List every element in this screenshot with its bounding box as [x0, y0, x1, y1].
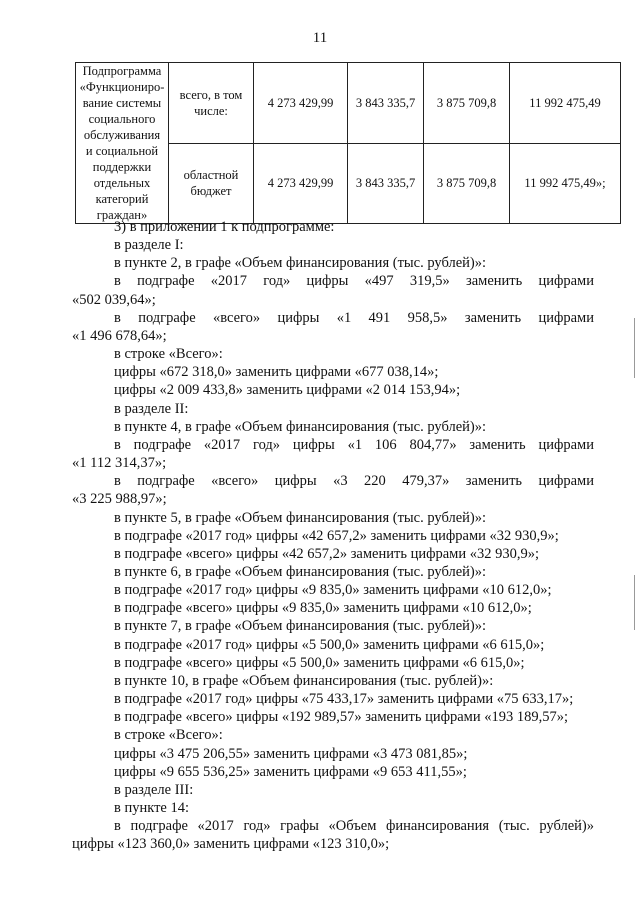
text-line: в подграфе «всего» цифры «192 989,57» заменить цифрами «193 189,57»; — [114, 709, 569, 726]
text-line: 3) в приложении 1 к подпрограмме: — [114, 219, 335, 235]
text-line: цифры «2 009 433,8» заменить цифрами «2 014 153,94»; — [114, 382, 461, 399]
scan-edge-mark — [634, 575, 635, 630]
text-line: в подграфе «2017 год» цифры «5 500,0» заменить цифрами «6 615,0»; — [114, 636, 545, 653]
text-line: в подграфе «всего» цифры «9 835,0» заменить цифрами «10 612,0»; — [114, 600, 532, 617]
funding-kind-line: всего, в том — [179, 87, 243, 102]
funding-kind-line: числе: — [194, 103, 228, 118]
text-line: в подграфе «2017 год» цифры «75 433,17» заменить цифрами «75 633,17»; — [114, 691, 574, 708]
text-line: в подграфе «2017 год» цифры «42 657,2» заменить цифрами «32 930,9»; — [114, 527, 559, 544]
program-name-line: Подпрограмма — [82, 64, 162, 78]
text-line: цифры «9 655 536,25» заменить цифрами «9 653 411,55»; — [114, 763, 467, 780]
funding-kind-cell — [169, 63, 254, 144]
value-cell: 3 843 335,7 — [348, 63, 424, 144]
text-line: в строке «Всего»: — [114, 727, 223, 744]
text-line: в пункте 2, в графе «Объем финансирования (тыс. рублей)»: — [114, 255, 487, 272]
text-line: в подграфе «всего» цифры «42 657,2» заменить цифрами «32 930,9»; — [114, 545, 540, 562]
scan-edge-mark — [634, 318, 635, 378]
value-cell: 3 875 709,8 — [424, 143, 510, 224]
text-line: в подграфе «всего» цифры «5 500,0» заменить цифрами «6 615,0»; — [114, 654, 525, 671]
funding-kind-cell — [169, 143, 254, 224]
text-line: в подграфе «2017 год» графы «Объем финансирования (тыс. рублей)» — [114, 818, 594, 835]
text-line: цифры «123 360,0» заменить цифрами «123 310,0»; — [72, 836, 390, 853]
text-line: в подграфе «всего» цифры «3 220 479,37» заменить цифрами — [114, 473, 594, 490]
text-line: в подграфе «2017 год» цифры «1 106 804,77» заменить цифрами — [114, 436, 594, 453]
value-cell: 4 273 429,99 — [254, 63, 348, 144]
total-cell: 11 992 475,49 — [510, 63, 621, 144]
text-line: в пункте 7, в графе «Объем финансирования (тыс. рублей)»: — [114, 618, 487, 635]
amendment-text — [72, 218, 594, 853]
value-cell: 4 273 429,99 — [254, 143, 348, 224]
text-line: в пункте 6, в графе «Объем финансирования (тыс. рублей)»: — [114, 563, 487, 580]
program-name-line: категорий — [95, 192, 149, 206]
text-line: в разделе I: — [114, 237, 184, 254]
financing-table — [75, 62, 621, 224]
program-name-line: вание системы — [82, 96, 162, 110]
text-line: «1 496 678,64»; — [72, 327, 167, 344]
program-name-line: отдельных — [93, 176, 151, 190]
text-line: в подграфе «2017 год» цифры «9 835,0» заменить цифрами «10 612,0»; — [114, 582, 552, 599]
text-line: в разделе III: — [114, 781, 194, 798]
table-row — [76, 63, 621, 144]
funding-kind-line: бюджет — [190, 184, 232, 199]
text-line: в пункте 10, в графе «Объем финансирования (тыс. рублей)»: — [114, 672, 494, 689]
page-number: 11 — [312, 30, 328, 46]
funding-kind-line: областной — [183, 168, 239, 183]
program-name-line: поддержки — [92, 160, 152, 174]
text-line: цифры «3 475 206,55» заменить цифрами «3 473 081,85»; — [114, 745, 468, 762]
text-line: в пункте 5, в графе «Объем финансирования (тыс. рублей)»: — [114, 509, 487, 526]
program-name-line: граждан» — [96, 208, 148, 222]
value-cell: 3 875 709,8 — [424, 63, 510, 144]
text-line: «502 039,64»; — [72, 291, 156, 308]
text-line: «1 112 314,37»; — [72, 455, 167, 472]
value-cell: 3 843 335,7 — [348, 143, 424, 224]
text-line: в пункте 14: — [114, 800, 190, 816]
text-line: в разделе II: — [114, 400, 189, 417]
text-line: в подграфе «2017 год» цифры «497 319,5» заменить цифрами — [114, 273, 594, 290]
total-cell: 11 992 475,49»; — [510, 143, 621, 224]
text-line: цифры «672 318,0» заменить цифрами «677 038,14»; — [114, 364, 439, 381]
program-name-line: «Функциониро- — [79, 80, 165, 94]
text-line: в пункте 4, в графе «Объем финансирования (тыс. рублей)»: — [114, 418, 487, 435]
program-name-line: и социальной — [85, 144, 159, 158]
program-name-line: обслуживания — [83, 128, 161, 142]
text-line: «3 225 988,97»; — [72, 491, 167, 508]
text-line: в строке «Всего»: — [114, 346, 223, 363]
program-name-cell — [76, 63, 169, 224]
text-line: в подграфе «всего» цифры «1 491 958,5» заменить цифрами — [114, 309, 594, 326]
program-name-line: социального — [88, 112, 156, 126]
